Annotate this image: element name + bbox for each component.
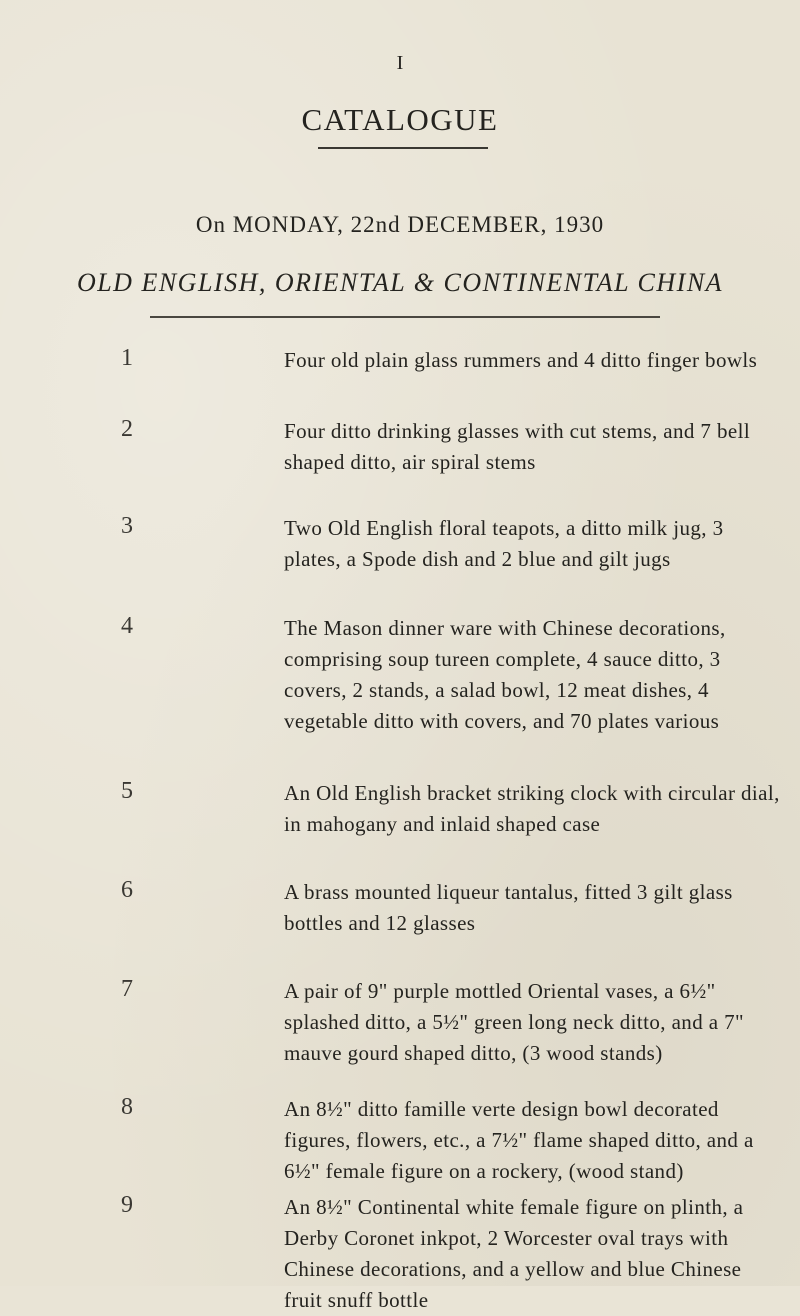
lot-description: A pair of 9" purple mottled Oriental vases, a 6½" splashed ditto, a 5½" green long neck ditto, and a 7" mauve gourd shaped ditto, (3 wood stands): [284, 979, 744, 1065]
lot-description: An 8½" ditto famille verte design bowl decorated figures, flowers, etc., a 7½" flame shaped ditto, and a 6½" female figure on a rockery, (wood stand): [284, 1097, 754, 1183]
page-number: I: [396, 52, 404, 74]
lot-description: Four ditto drinking glasses with cut stems, and 7 bell shaped ditto, air spiral stems: [284, 419, 751, 474]
lot-description: Four old plain glass rummers and 4 ditto finger bowls: [284, 348, 758, 372]
lot-number: 9: [121, 1192, 133, 1218]
catalogue-title: CATALOGUE: [301, 102, 499, 137]
section-underline: [150, 316, 660, 318]
lot-description: The Mason dinner ware with Chinese decorations, comprising soup tureen complete, 4 sauce ditto, 3 covers, 2 stands, a salad bowl, 12 meat dishes, 4 vegetable ditto with covers, and 70 plates various: [284, 616, 726, 733]
lot-description: Two Old English floral teapots, a ditto milk jug, 3 plates, a Spode dish and 2 blue and gilt jugs: [284, 516, 724, 571]
lot-description: A brass mounted liqueur tantalus, fitted 3 gilt glass bottles and 12 glasses: [284, 880, 733, 935]
lot-number: 1: [121, 345, 133, 371]
lot-description: An 8½" Continental white female figure on plinth, a Derby Coronet inkpot, 2 Worcester oval trays with Chinese decorations, and a yellow and blue Chinese fruit snuff bottle: [284, 1195, 744, 1312]
lot-number: 4: [121, 613, 133, 639]
lot-number: 3: [121, 513, 133, 539]
lot-number: 7: [121, 976, 133, 1002]
lot-number: 2: [121, 416, 133, 442]
sale-date: On MONDAY, 22nd DECEMBER, 1930: [195, 212, 605, 237]
section-heading: OLD ENGLISH, ORIENTAL & CONTINENTAL CHINA: [76, 268, 724, 297]
title-underline: [318, 147, 488, 149]
lot-number: 5: [121, 778, 133, 804]
lot-number: 6: [121, 877, 133, 903]
lot-description: An Old English bracket striking clock with circular dial, in mahogany and inlaid shaped case: [284, 781, 780, 836]
lot-number: 8: [121, 1094, 133, 1120]
